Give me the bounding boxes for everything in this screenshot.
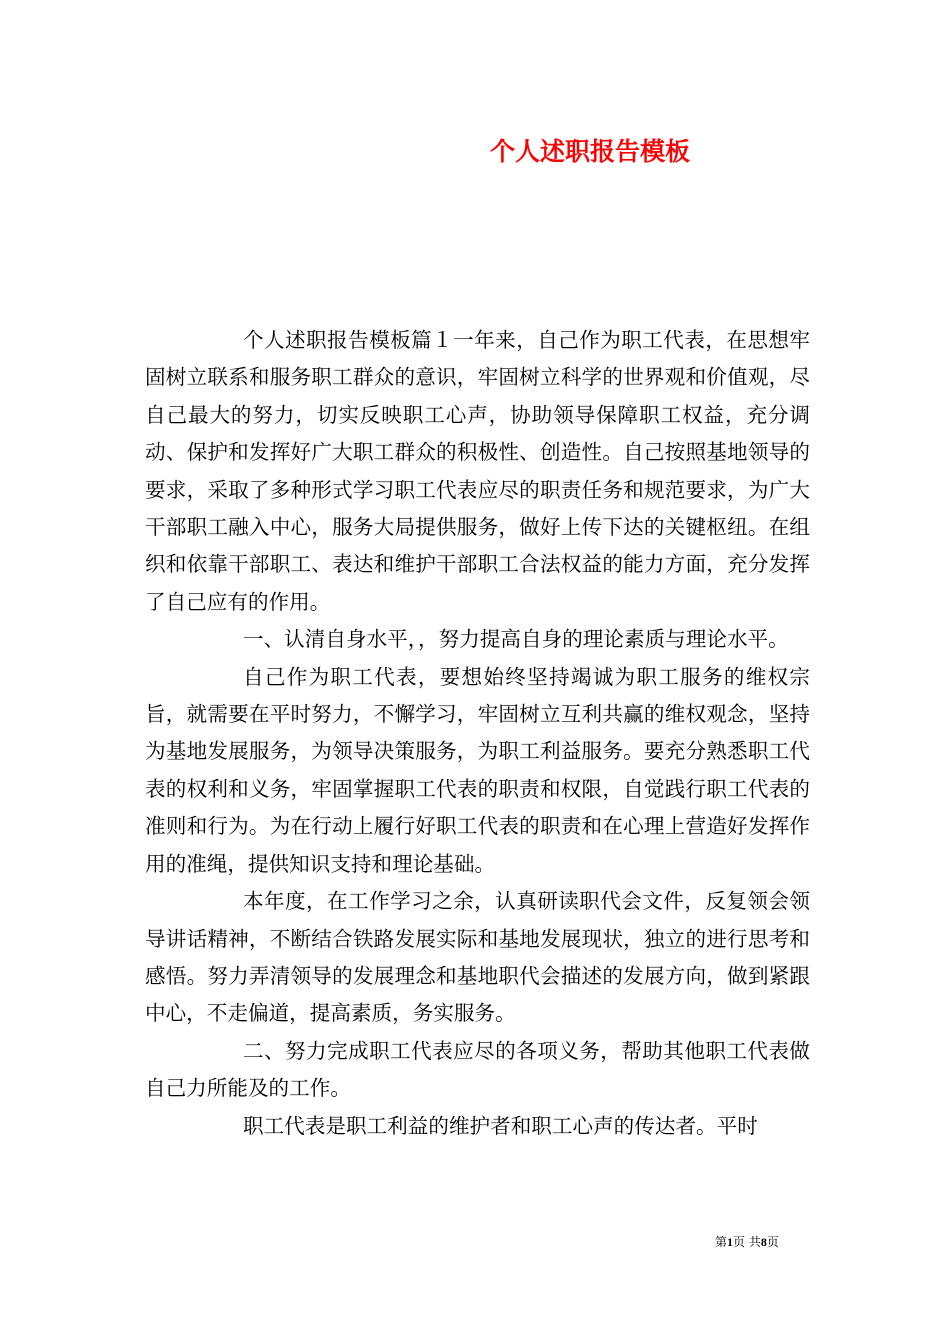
paragraph-intro: 个人述职报告模板篇１一年来，自己作为职工代表，在思想牢固树立联系和服务职工群众的意识，牢固树立科学的世界观和价值观，尽自己最大的努力，切实反映职工心声，协助领导保障职工权益，充分调动、保护和发挥好广大职工群众的积极性、创造性。自己按照基地领导的要求，采取了多种形式学习职工代表应尽的职责任务和规范要求，为广大干部职工融入中心，服务大局提供服务，做好上传下达的关键枢纽。在组织和依靠干部职工、表达和维护干部职工合法权益的能力方面，充分发挥了自己应有的作用。 xyxy=(145,328,810,614)
footer-middle: 页 共 xyxy=(733,1235,761,1249)
page-title: 个人述职报告模板 xyxy=(489,137,690,166)
document-body xyxy=(145,322,810,1145)
current-page-number: 1 xyxy=(727,1235,734,1249)
paragraph-section-2-heading: 二、努力完成职工代表应尽的各项义务，帮助其他职工代表做自己力所能及的工作。 xyxy=(145,1038,810,1101)
paragraph-section-1-body: 自己作为职工代表，要想始终坚持竭诚为职工服务的维权宗旨，就需要在平时努力，不懈学习，牢固树立互利共赢的维权观念，坚持为基地发展服务，为领导决策服务，为职工利益服务。要充分熟悉职工代表的权利和义务，牢固掌握职工代表的职责和权限，自觉践行职工代表的准则和行为。为在行动上履行好职工代表的职责和在心理上营造好发挥作用的准绳，提供知识支持和理论基础。 xyxy=(145,664,810,876)
footer-prefix: 第 xyxy=(715,1235,728,1249)
paragraph-section-2-body: 职工代表是职工利益的维护者和职工心声的传达者。平时 xyxy=(243,1113,758,1138)
paragraph-section-1-heading: 一、认清自身水平，，努力提高自身的理论素质与理论水平。 xyxy=(243,627,789,652)
page-footer xyxy=(715,1233,779,1250)
paragraph-annual-study: 本年度，在工作学习之余，认真研读职代会文件，反复领会领导讲话精神，不断结合铁路发展实际和基地发展现状，独立的进行思考和感悟。努力弄清领导的发展理念和基地职代会描述的发展方向，做到紧跟中心，不走偏道，提高素质，务实服务。 xyxy=(145,889,810,1026)
total-page-count: 8 xyxy=(760,1235,767,1249)
footer-suffix: 页 xyxy=(766,1235,779,1249)
